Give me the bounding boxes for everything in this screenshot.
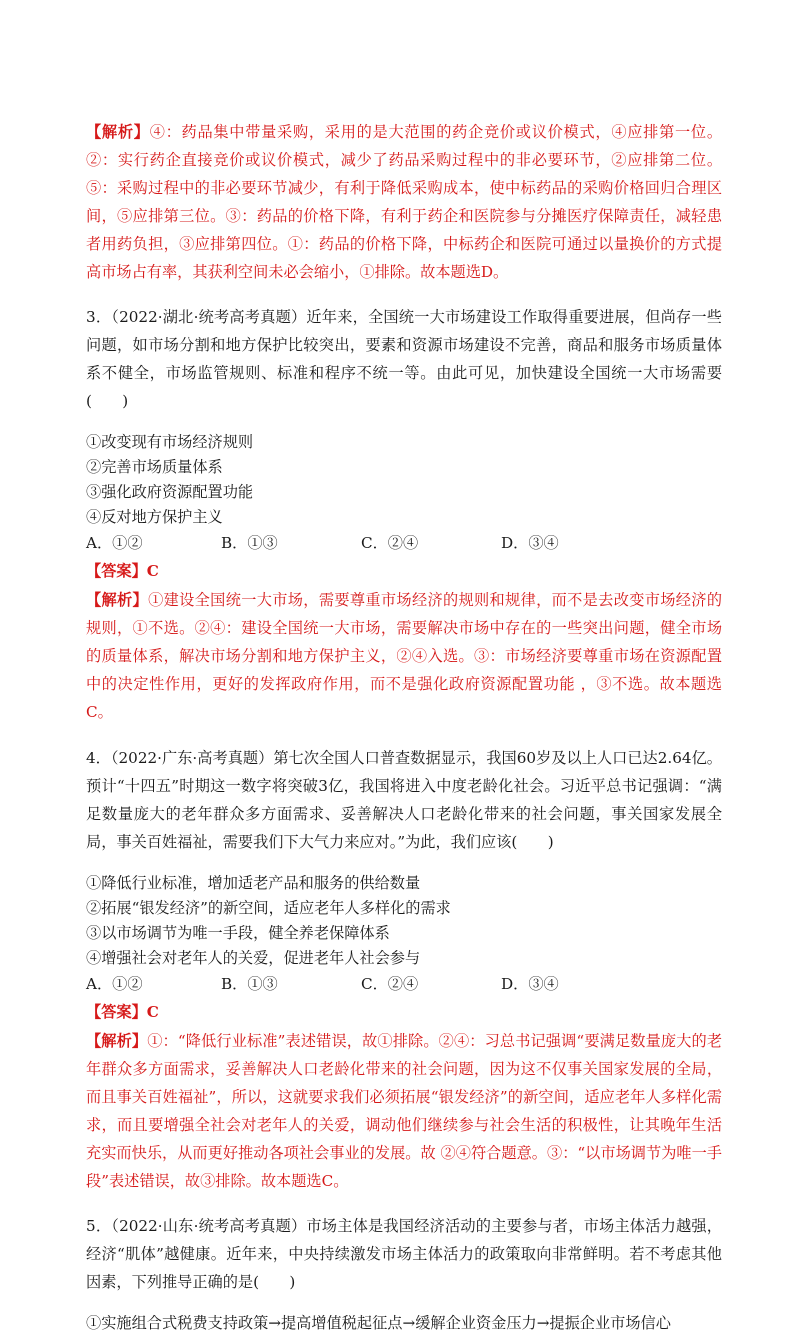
analysis-text: ④：药品集中带量采购，采用的是大范围的药企竞价或议价模式，④应排第一位。②：实行药企直接竞价或议价模式，减少了药品采购过程中的非必要环节，②应排第二位。⑤：采购过程中的非必要环节减少，有利于降低采购成本，使中标药品的采购价格回归合理区间，⑤应排第三位。③：药品的价格下降，有利于药企和医院参与分摊医疗保障责任，减轻患者用药负担，③应排第四位。①：药品的价格下降，中标药企和医院可通过以量换价的方式提高市场占有率，其获利空间未必会缩小，①排除。故本题选D。 (86, 123, 723, 281)
q3-answer: 【答案】C (86, 562, 159, 581)
q3-option-4: ④反对地方保护主义 (86, 508, 223, 527)
analysis-tag: 【解析】 (86, 591, 149, 610)
q4-option-3: ③以市场调节为唯一手段，健全养老保障体系 (86, 923, 390, 942)
analysis-tag: 【解析】 (86, 1031, 148, 1050)
q4-analysis (86, 1027, 722, 1195)
q3-choice-c: C．②④ (361, 534, 419, 553)
q4-option-1: ①降低行业标准，增加适老产品和服务的供给数量 (86, 873, 421, 892)
question-5-stem: 5．（2022·山东·统考高考真题）市场主体是我国经济活动的主要参与者，市场主体活力越强，经济“肌体”越健康。近年来，中央持续激发市场主体活力的政策取向非常鲜明。若不考虑其他因素，下列推导正确的是( ) (86, 1216, 722, 1291)
q3-option-3: ③强化政府资源配置功能 (86, 483, 254, 502)
q4-choice-d: D．③④ (501, 974, 559, 993)
question-3-stem: 3．（2022·湖北·统考高考真题）近年来，全国统一大市场建设工作取得重要进展，但尚存一些问题，如市场分割和地方保护比较突出，要素和资源市场建设不完善，商品和服务市场质量体系不健全，市场监管规则、标准和程序不统一等。由此可见，加快建设全国统一大市场需要( ) (86, 308, 722, 411)
q3-choices (86, 530, 722, 556)
q4-option-4: ④增强社会对老年人的关爱，促进老年人社会参与 (86, 948, 421, 967)
q4-choice-b: B．①③ (221, 974, 278, 993)
q4-answer: 【答案】C (86, 1002, 159, 1021)
document-content (86, 118, 722, 1336)
analysis-tag: 【解析】 (86, 123, 150, 141)
analysis-text: ①建设全国统一大市场，需要尊重市场经济的规则和规律，而不是去改变市场经济的规则，①不选。②④：建设全国统一大市场，需要解决市场中存在的一些突出问题，健全市场的质量体系，解决市场分割和地方保护主义，②④入选。③：市场经济要尊重市场在资源配置中的决定性作用，更好的发挥政府作用，而不是强化政府资源配置功能 ，③不选。故本题选C。 (86, 591, 723, 722)
q3-option-1: ①改变现有市场经济规则 (86, 433, 254, 452)
q3-choice-a: A．①② (86, 534, 143, 553)
q3-choice-d: D．③④ (501, 534, 559, 553)
q3-analysis (86, 586, 722, 726)
analysis-q2 (86, 118, 722, 286)
q4-choices (86, 971, 722, 997)
q5-option-1: ①实施组合式税费支持政策→提高增值税起征点→缓解企业资金压力→提振企业市场信心 (86, 1314, 671, 1333)
q4-choice-a: A．①② (86, 974, 143, 993)
q4-choice-c: C．②④ (361, 974, 419, 993)
analysis-text: ①：“降低行业标准”表述错误，故①排除。②④：习总书记强调“要满足数量庞大的老年群众多方面需求，妥善解决人口老龄化带来的社会问题，因为这不仅事关国家发展的全局，而且事关百姓福祉”，所以，这就要求我们必须拓展“银发经济”的新空间，适应老年人多样化需求，而且要增强全社会对老年人的关爱，调动他们继续参与社会生活的积极性，让其晚年生活充实而快乐，从而更好推动各项社会事业的发展。故 ②④符合题意。③：“以市场调节为唯一手段”表述错误，故③排除。故本题选C。 (86, 1031, 723, 1190)
q4-option-2: ②拓展“银发经济”的新空间，适应老年人多样化的需求 (86, 898, 451, 917)
q3-option-2: ②完善市场质量体系 (86, 458, 223, 477)
q3-choice-b: B．①③ (221, 534, 278, 553)
question-4-stem: 4．（2022·广东·高考真题）第七次全国人口普查数据显示，我国60岁及以上人口已达2.64亿。预计“十四五”时期这一数字将突破3亿，我国将进入中度老龄化社会。习近平总书记强调：“满足数量庞大的老年群众多方面需求、妥善解决人口老龄化带来的社会问题，事关国家发展全局，事关百姓福祉，需要我们下大气力来应对。”为此，我们应该( ) (86, 748, 722, 851)
